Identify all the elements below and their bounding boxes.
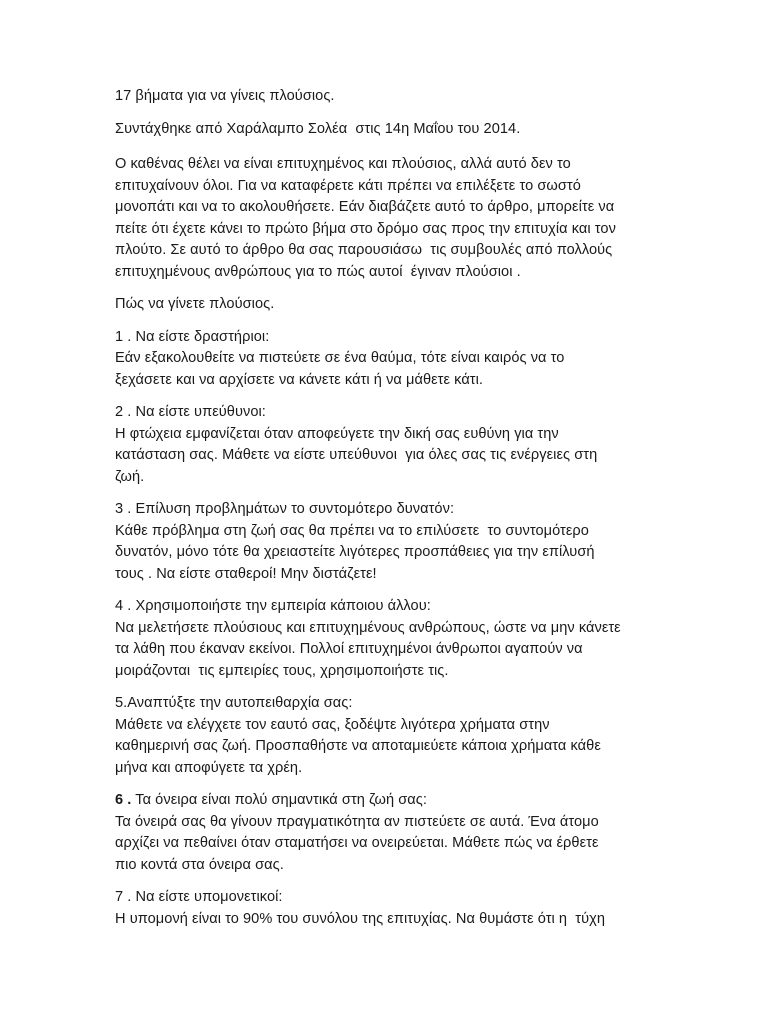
step-heading: 7 . Να είστε υπομονετικοί: <box>115 889 283 905</box>
step-6 <box>115 790 660 876</box>
intro-line: πείτε ότι έχετε κάνει το πρώτο βήμα στο δρόμο σας προς την επιτυχία και τον <box>115 220 616 237</box>
step-heading: 2 . Να είστε υπεύθυνοι: <box>115 404 266 420</box>
step-heading: 5.Αναπτύξτε την αυτοπειθαρχία σας: <box>115 695 353 711</box>
step-line: Εάν εξακολουθείτε να πιστεύετε σε ένα θαύμα, τότε είναι καιρός να το <box>115 350 565 366</box>
subheading: Πώς να γίνετε πλούσιος. <box>115 296 275 312</box>
step-line: Μάθετε να ελέγχετε τον εαυτό σας, ξοδέψτε λιγότερα χρήματα στην <box>115 716 550 733</box>
step-line: δυνατόν, μόνο τότε θα χρειαστείτε λιγότερες προσπάθειες για την επίλυσή <box>115 544 595 560</box>
step-line: τους . Να είστε σταθεροί! Μην διστάζετε! <box>115 565 377 582</box>
intro-line: επιτυχημένους ανθρώπους για το πώς αυτοί έγιναν πλούσιοι . <box>115 263 521 280</box>
step-line: αρχίζει να πεθαίνει όταν σταματήσει να ονειρεύεται. Μάθετε πώς να έρθετε <box>115 835 599 851</box>
intro-line: Ο καθένας θέλει να είναι επιτυχημένος και πλούσιος, αλλά αυτό δεν το <box>115 156 571 172</box>
step-line: τα λάθη που έκαναν εκείνοι. Πολλοί επιτυχημένοι άνθρωποι αγαπούν να <box>115 641 583 657</box>
step-1 <box>115 327 660 392</box>
step-line: Η υπομονή είναι το 90% του συνόλου της επιτυχίας. Να θυμάστε ότι η τύχη <box>115 910 606 927</box>
step-5 <box>115 693 660 779</box>
step-heading <box>115 790 660 812</box>
step-2 <box>115 402 660 488</box>
step-line: πιο κοντά στα όνειρα σας. <box>115 856 284 873</box>
step-heading: 1 . Να είστε δραστήριοι: <box>115 328 270 345</box>
step-line: μοιράζονται τις εμπειρίες τους, χρησιμοποιήστε τις. <box>115 662 449 679</box>
step-line: κατάσταση σας. Μάθετε να είστε υπεύθυνοι για όλες σας τις ενέργειες στη <box>115 447 598 463</box>
step-line: Να μελετήσετε πλούσιους και επιτυχημένους ανθρώπους, ώστε να μην κάνετε <box>115 619 621 636</box>
step-line: ξεχάσετε και να αρχίσετε να κάνετε κάτι ή να μάθετε κάτι. <box>115 371 484 388</box>
step-line: Τα όνειρά σας θα γίνουν πραγματικότητα αν πιστεύετε σε αυτά. Ένα άτομο <box>115 813 599 830</box>
intro-line: επιτυχαίνουν όλοι. Για να καταφέρετε κάτι πρέπει να επιλέξετε το σωστό <box>115 177 581 194</box>
step-line: καθημερινή σας ζωή. Προσπαθήστε να αποταμιεύετε κάποια χρήματα κάθε <box>115 738 601 754</box>
step-line: ζωή. <box>115 468 145 485</box>
intro-paragraph <box>115 154 660 283</box>
intro-line: πλούτο. Σε αυτό το άρθρο θα σας παρουσιάσω τις συμβουλές από πολλούς <box>115 242 613 258</box>
step-number: 6 . <box>115 792 132 808</box>
intro-line: μονοπάτι και να το ακολουθήσετε. Εάν διαβάζετε αυτό το άρθρο, μπορείτε να <box>115 199 615 215</box>
step-heading: 4 . Χρησιμοποιήστε την εμπειρία κάποιου άλλου: <box>115 598 431 614</box>
step-heading: 3 . Επίλυση προβλημάτων το συντομότερο δυνατόν: <box>115 501 455 517</box>
step-7 <box>115 887 660 930</box>
step-line: Κάθε πρόβλημα στη ζωή σας θα πρέπει να το επιλύσετε το συντομότερο <box>115 522 589 539</box>
document-title: 17 βήματα για να γίνεις πλούσιος. <box>115 88 335 104</box>
step-3 <box>115 499 660 585</box>
document-body <box>115 86 660 930</box>
step-line: Η φτώχεια εμφανίζεται όταν αποφεύγετε την δική σας ευθύνη για την <box>115 425 559 442</box>
step-heading-text: Τα όνειρα είναι πολύ σημαντικά στη ζωή σας: <box>131 792 427 808</box>
byline: Συντάχθηκε από Χαράλαμπο Σολέα στις 14η Μαΐου του 2014. <box>115 120 521 137</box>
step-line: μήνα και αποφύγετε τα χρέη. <box>115 759 303 776</box>
step-4 <box>115 596 660 682</box>
